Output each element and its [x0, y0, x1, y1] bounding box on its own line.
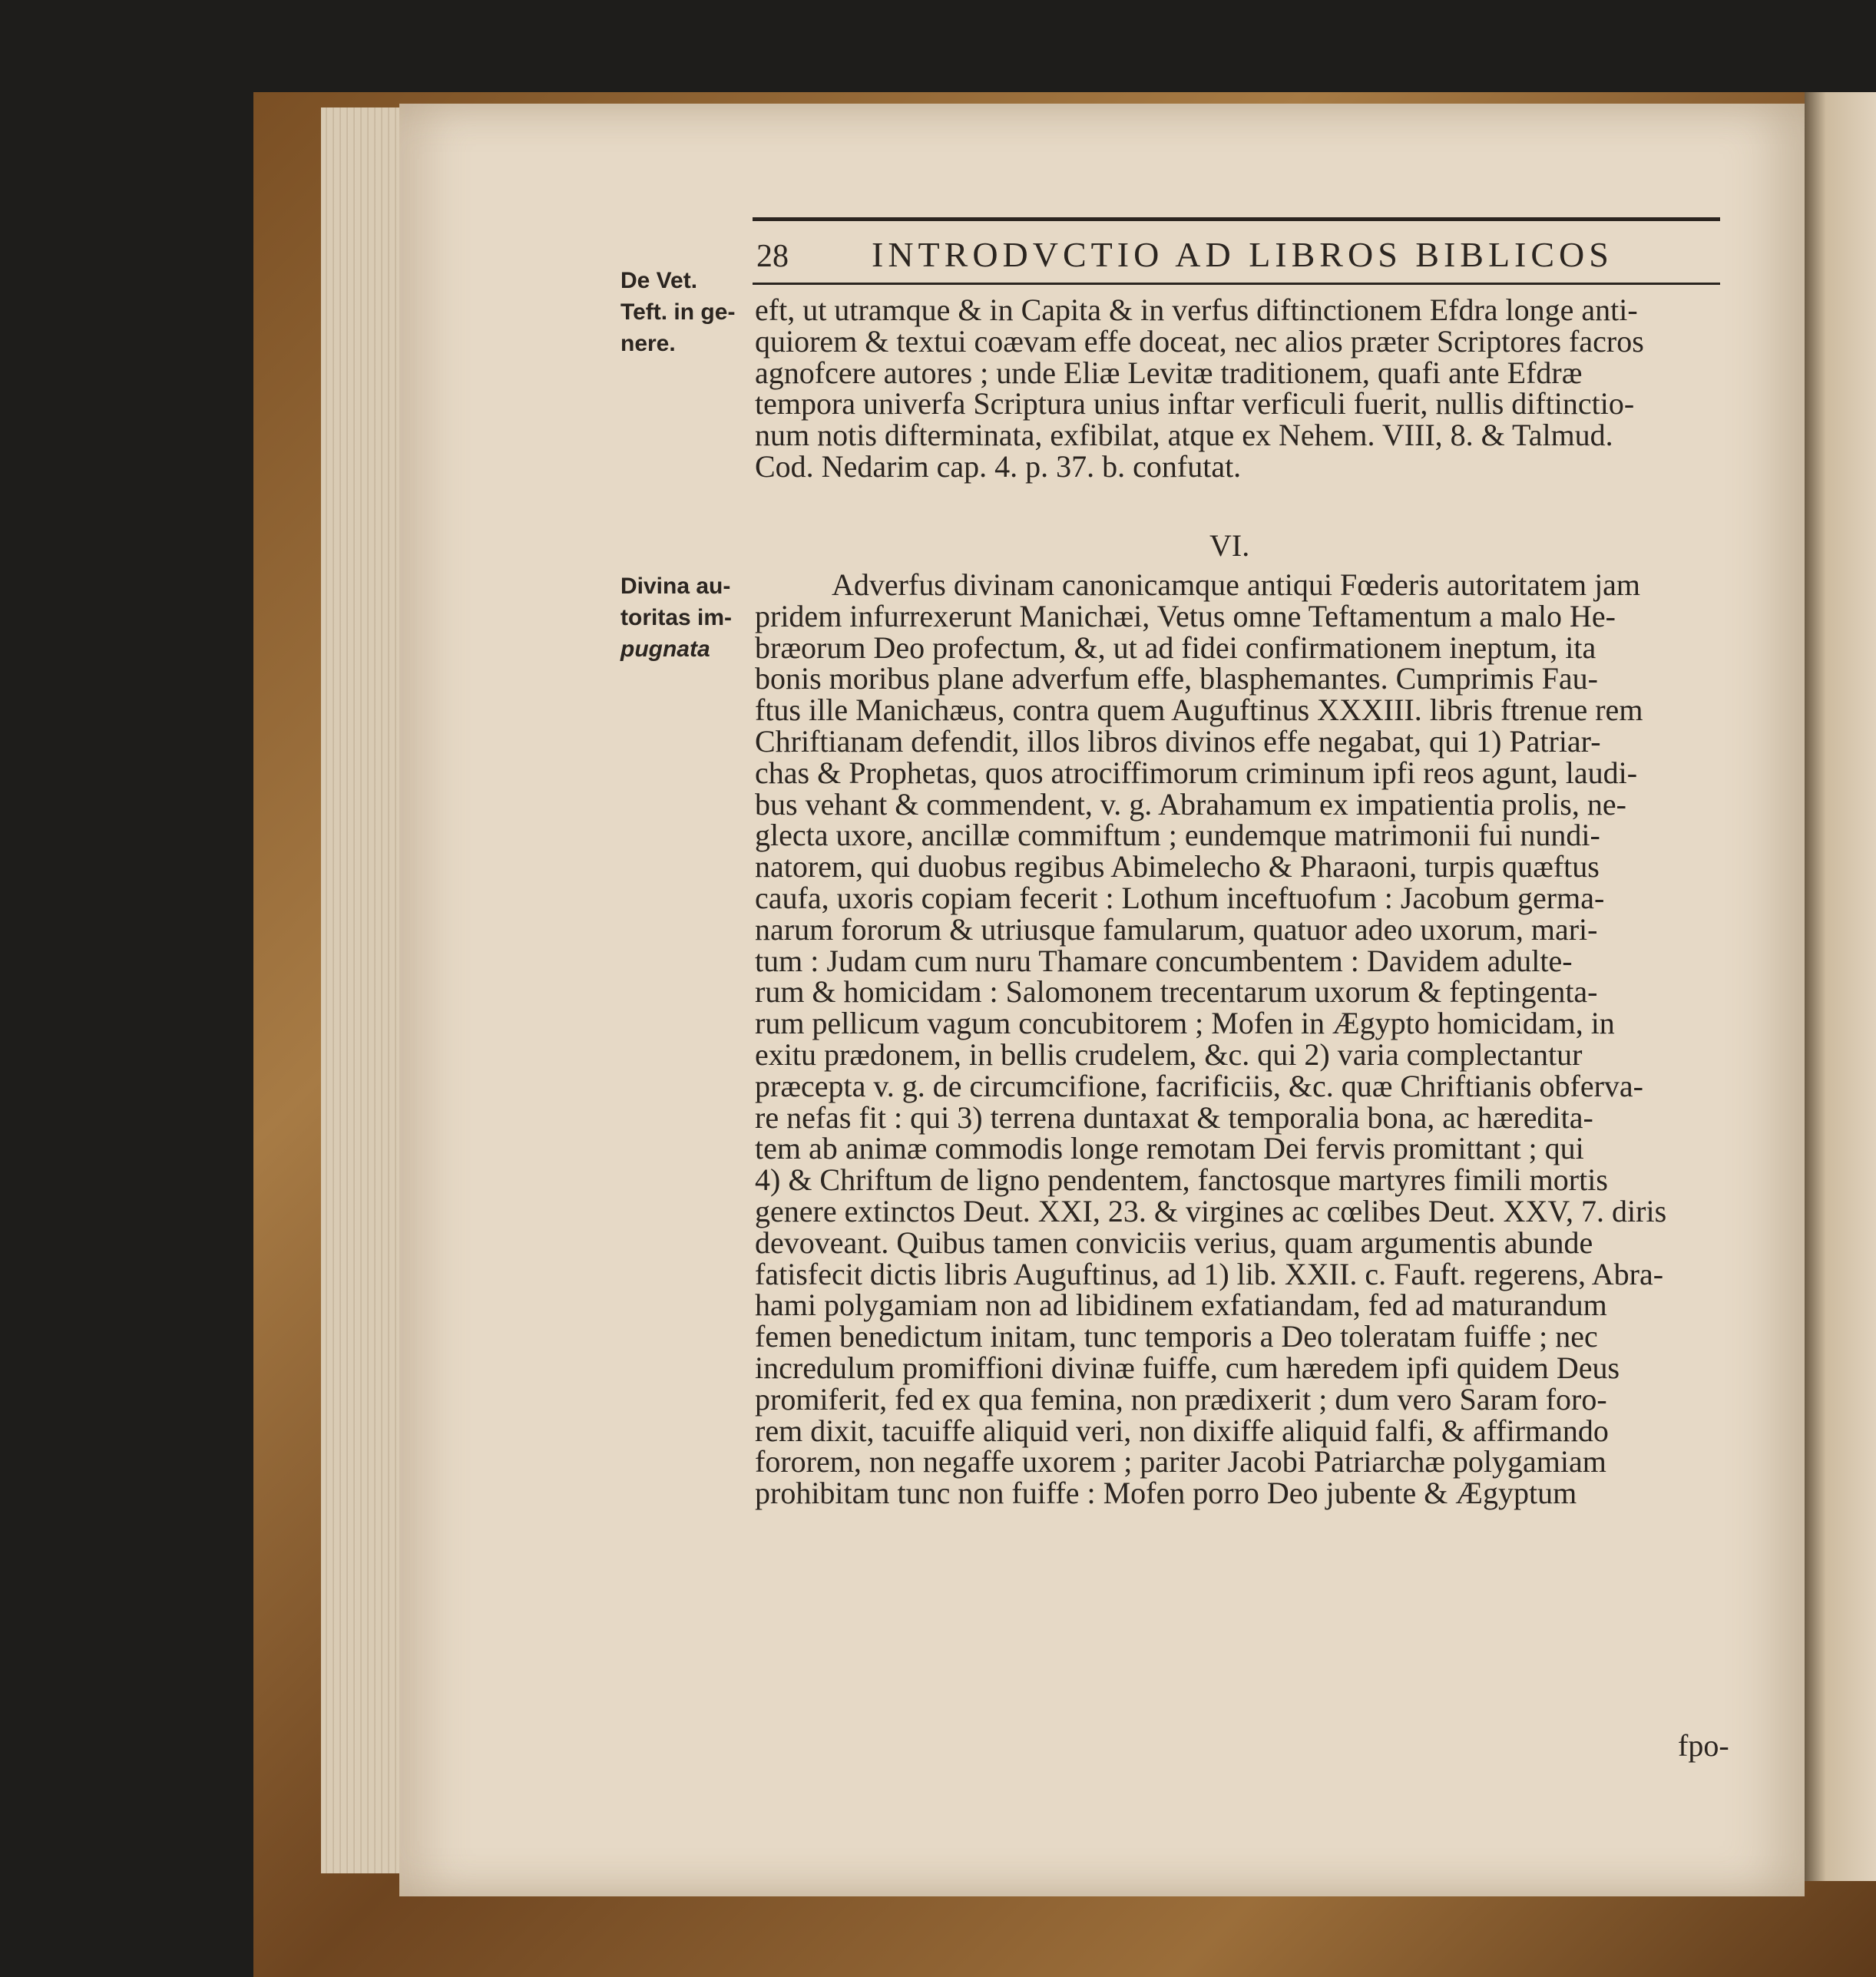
- text-line: promiferit, fed ex qua femina, non prædixerit ; dum vero Saram foro-: [755, 1381, 1607, 1417]
- text-line: bus vehant & commendent, v. g. Abrahamum ex impatientia prolis, ne-: [755, 786, 1626, 822]
- text-line: pridem infurrexerunt Manichæi, Vetus omne Teftamentum a malo He-: [755, 598, 1616, 633]
- text-line: Chriftianam defendit, illos libros divinos effe negabat, qui 1) Patriar-: [755, 723, 1601, 759]
- margin-note-de-vet: [620, 265, 759, 359]
- page-number: 28: [756, 239, 789, 274]
- text-line: 4) & Chriftum de ligno pendentem, fanctosque martyres fimili mortis: [755, 1162, 1608, 1198]
- text-line: narum fororum & utriusque famularum, quatuor adeo uxorum, mari-: [755, 911, 1598, 947]
- text-line: agnofcere autores ; unde Eliæ Levitæ traditionem, quafi ante Efdræ: [755, 355, 1583, 390]
- text-line: tum : Judam cum nuru Thamare concumbentem : Davidem adulte-: [755, 943, 1573, 978]
- facing-page-edge: [1805, 92, 1876, 1881]
- text-line: bonis moribus plane adverfum effe, blasphemantes. Cumprimis Fau-: [755, 661, 1598, 696]
- margin-note-line: Divina au-: [620, 574, 731, 599]
- text-line: ftus ille Manichæus, contra quem Auguftinus XXXIII. libris ftrenue rem: [755, 693, 1643, 728]
- running-head-title: INTRODVCTIO AD LIBROS BIBLICOS: [872, 235, 1613, 274]
- text-line: re nefas fit : qui 3) terrena duntaxat & temporalia bona, ac hæredita-: [755, 1099, 1593, 1135]
- header-rule-bottom: [753, 283, 1720, 285]
- margin-note-line: Teft. in ge-: [620, 299, 736, 325]
- margin-note-line: De Vet.: [620, 268, 698, 293]
- text-line: hami polygamiam non ad libidinem exfatiandam, fed ad maturandum: [755, 1288, 1607, 1323]
- text-line: prohibitam tunc non fuiffe : Mofen porro Deo jubente & Ægyptum: [755, 1476, 1577, 1511]
- margin-note-line: pugnata: [620, 636, 710, 662]
- text-line: glecta uxore, ancillæ commiftum ; eundemque matrimonii fui nundi-: [755, 818, 1600, 853]
- text-line: eft, ut utramque & in Capita & in verfus diftinctionem Efdra longe anti-: [755, 293, 1638, 327]
- text-line: caufa, uxoris copiam fecerit : Lothum inceftuofum : Jacobum germa-: [755, 880, 1605, 915]
- margin-note-line: toritas im-: [620, 605, 733, 630]
- text-line: quiorem & textui coævam effe doceat, nec alios præter Scriptores facros: [755, 323, 1644, 359]
- text-line: fatisfecit dictis libris Auguftinus, ad 1) lib. XXII. c. Fauft. regerens, Abra-: [755, 1256, 1664, 1291]
- text-line: genere extinctos Deut. XXI, 23. & virgines ac cœlibes Deut. XXV, 7. diris: [755, 1193, 1667, 1228]
- text-line: num notis difterminata, exfibilat, atque ex Nehem. VIII, 8. & Talmud.: [755, 418, 1613, 453]
- section-number: VI.: [1209, 528, 1250, 563]
- text-line: exitu prædonem, in bellis crudelem, &c. qui 2) varia complectantur: [755, 1036, 1583, 1072]
- paragraph-2: [755, 567, 1738, 1511]
- text-line: præcepta v. g. de circumcifione, facrificiis, &c. quæ Chriftianis obferva-: [755, 1068, 1643, 1103]
- margin-note-line: nere.: [620, 331, 676, 356]
- text-line: devoveant. Quibus tamen conviciis verius, quam argumentis abunde: [755, 1225, 1593, 1260]
- text-line: chas & Prophetas, quos atrociffimorum criminum ipfi reos agunt, laudi-: [755, 755, 1638, 790]
- paragraph-1: [755, 295, 1738, 483]
- header-rule-top: [753, 217, 1720, 221]
- text-line: tem ab animæ commodis longe remotam Dei fervis promittant ; qui: [755, 1131, 1584, 1166]
- text-line: rum pellicum vagum concubitorem ; Mofen in Ægypto homicidam, in: [755, 1006, 1615, 1041]
- text-line: fororem, non negaffe uxorem ; pariter Jacobi Patriarchæ polygamiam: [755, 1444, 1606, 1479]
- text-line: rum & homicidam : Salomonem trecentarum uxorum & feptingenta-: [755, 974, 1598, 1010]
- text-line: bræorum Deo profectum, &, ut ad fidei confirmationem ineptum, ita: [755, 630, 1596, 665]
- text-line: Adverfus divinam canonicamque antiqui Fœderis autoritatem jam: [832, 567, 1641, 602]
- text-line: incredulum promiffioni divinæ fuiffe, cum hæredem ipfi quidem Deus: [755, 1350, 1620, 1385]
- text-line: Cod. Nedarim cap. 4. p. 37. b. confutat.: [755, 448, 1242, 484]
- text-line: tempora univerfa Scriptura unius inftar verficuli fuerit, nullis diftinctio-: [755, 386, 1635, 422]
- margin-note-divina: [620, 570, 759, 665]
- text-line: natorem, qui duobus regibus Abimelecho & Pharaoni, turpis quæftus: [755, 849, 1600, 884]
- text-line: rem dixit, tacuiffe aliquid veri, non dixiffe aliquid falfi, & affirmando: [755, 1413, 1609, 1448]
- catchword: fpo-: [1678, 1728, 1729, 1763]
- text-line: femen benedictum initam, tunc temporis a Deo toleratam fuiffe ; nec: [755, 1319, 1598, 1354]
